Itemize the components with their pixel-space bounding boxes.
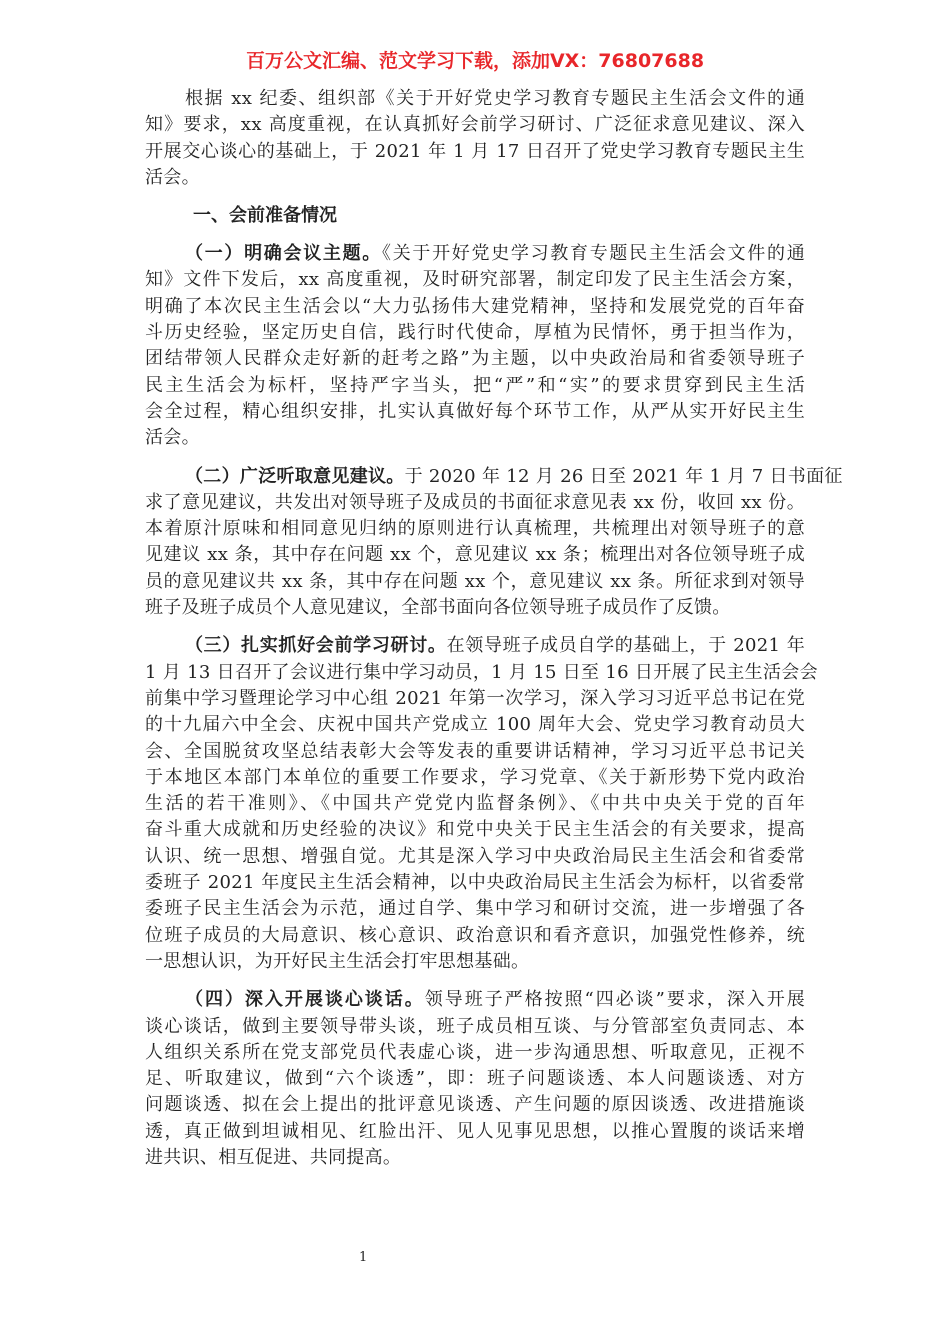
text-line <box>145 765 805 791</box>
text-line <box>145 844 805 870</box>
text-line <box>145 896 805 922</box>
text-line <box>145 1092 805 1118</box>
text-line <box>145 373 805 399</box>
line-text: 的十九届六中全会、庆祝中国共产党成立 100 周年大会、党史学习教育动员大 <box>145 714 805 736</box>
text-line <box>145 516 805 542</box>
line-text: 谈心谈话，做到主要领导带头谈，班子成员相互谈、与分管部室负责同志、本 <box>145 1015 805 1037</box>
text-line <box>145 712 805 738</box>
text-line <box>145 165 805 191</box>
text-line <box>145 686 805 712</box>
text-line <box>145 346 805 372</box>
line-text: 1 月 13 日召开了会议进行集中学习动员，1 月 15 日至 16 日开展了民主生活会会 <box>145 661 818 683</box>
line-text: 生活的若干准则》、《中国共产党党内监督条例》、《中共中央关于党的百年 <box>145 793 805 815</box>
line-text: 见建议 xx 条，其中存在问题 xx 个，意见建议 xx 条；梳理出对各位领导班子成 <box>145 544 805 566</box>
line-text: 一思想认识，为开好民主生活会打牢思想基础。 <box>145 950 530 972</box>
line-text: 足、听取建议，做到“六个谈透”，即：班子问题谈透、本人问题谈透、对方 <box>145 1068 805 1090</box>
line-text: 于本地区本部门本单位的重要工作要求，学习党章、《关于新形势下党内政治 <box>145 766 805 788</box>
line-text: 民主生活会为标杆，坚持严字当头，把“严”和“实”的要求贯穿到民主生活 <box>145 374 805 396</box>
line-text: 进共识、相互促进、共同提高。 <box>145 1146 402 1168</box>
line-text: 于 2020 年 12 月 26 日至 2021 年 1 月 7 日书面征 <box>404 465 843 487</box>
line-text: 活会。 <box>145 166 200 188</box>
text-line <box>145 1014 805 1040</box>
text-line <box>145 1066 805 1092</box>
text-line <box>145 542 805 568</box>
line-text: 人组织关系所在党支部党员代表虚心谈，进一步沟通思想、听取意见，正视不 <box>145 1041 805 1063</box>
text-line <box>145 633 805 659</box>
text-line <box>145 267 805 293</box>
line-text: 位班子成员的大局意识、核心意识、政治意识和看齐意识，加强党性修养，统 <box>145 924 805 946</box>
text-line <box>145 923 805 949</box>
line-text: 委班子 2021 年度民主生活会精神，以中央政治局民主生活会为标杆，以省委常 <box>145 872 805 894</box>
sections <box>145 241 843 1171</box>
section-lead: （四）深入开展谈心谈话。 <box>185 989 425 1011</box>
line-text: 透，真正做到坦诚相见、红脸出汗、见人见事见思想，以推心置腹的谈话来增 <box>145 1120 805 1142</box>
section-heading: 一、会前准备情况 <box>193 205 337 227</box>
text-line <box>145 425 805 451</box>
text-line <box>145 241 805 267</box>
line-text: 认识、统一思想、增强自觉。尤其是深入学习中央政治局民主生活会和省委常 <box>145 845 805 867</box>
text-line <box>145 1145 805 1171</box>
line-text: 领导班子严格按照“四必谈”要求，深入开展 <box>424 989 805 1011</box>
line-text: 问题谈透、拟在会上提出的批评意见谈透、产生问题的原因谈透、改进措施谈 <box>145 1094 805 1116</box>
text-line <box>145 399 805 425</box>
line-text: 开展交心谈心的基础上，于 2021 年 1 月 17 日召开了党史学习教育专题民主生 <box>145 140 805 162</box>
page-number: 1 <box>359 1250 368 1265</box>
text-line <box>145 294 805 320</box>
text-line <box>145 490 805 516</box>
line-text: 根据 xx 纪委、组织部《关于开好党史学习教育专题民主生活会文件的通 <box>185 88 805 109</box>
line-text: 会、全国脱贫攻坚总结表彰大会等发表的重要讲话精神，学习习近平总书记关 <box>145 740 805 762</box>
section-paragraph <box>145 633 818 975</box>
section-lead: （三）扎实抓好会前学习研讨。 <box>185 635 447 657</box>
line-text: 奋斗重大成就和历史经验的决议》和党中央关于民主生活会的有关要求，提高 <box>145 819 805 841</box>
line-text: 会全过程，精心组织安排，扎实认真做好每个环节工作，从严从实开好民主生 <box>145 400 805 422</box>
text-line <box>145 949 805 975</box>
text-line <box>145 569 805 595</box>
text-line <box>145 320 805 346</box>
line-text: 员的意见建议共 xx 条，其中存在问题 xx 个，意见建议 xx 条。所征求到对领导 <box>145 570 805 592</box>
line-text: 求了意见建议，共发出对领导班子及成员的书面征求意见表 xx 份，收回 xx 份。 <box>145 491 805 513</box>
line-text: 明确了本次民主生活会以“大力弘扬伟大建党精神，坚持和发展党党的百年奋 <box>145 295 805 317</box>
text-line <box>145 870 805 896</box>
section-lead: （一）明确会议主题。 <box>185 243 382 265</box>
line-text: 知》要求，xx 高度重视，在认真抓好会前学习研讨、广泛征求意见建议、深入 <box>145 114 805 136</box>
line-text: 活会。 <box>145 427 200 449</box>
intro-paragraph <box>145 86 805 191</box>
section-paragraph <box>145 987 805 1171</box>
text-line <box>145 987 805 1013</box>
text-line <box>145 791 805 817</box>
text-line <box>145 139 805 165</box>
section-paragraph <box>145 241 805 451</box>
text-line <box>145 86 805 112</box>
document-body <box>145 86 843 1183</box>
text-line <box>145 1119 805 1145</box>
text-line <box>145 817 805 843</box>
line-text: 团结带领人民群众走好新的赶考之路”为主题，以中央政治局和省委领导班子 <box>145 348 805 370</box>
line-text: 在领导班子成员自学的基础上，于 2021 年 <box>446 635 805 657</box>
line-text: 委班子民主生活会为示范，通过自学、集中学习和研讨交流，进一步增强了各 <box>145 898 805 920</box>
text-line <box>145 464 843 490</box>
line-text: 知》文件下发后，xx 高度重视，及时研究部署，制定印发了民主生活会方案， <box>145 269 805 291</box>
line-text: 班子及班子成员个人意见建议，全部书面向各位领导班子成员作了反馈。 <box>145 597 731 619</box>
text-line <box>145 595 805 621</box>
line-text: 《关于开好党史学习教育专题民主生活会文件的通 <box>382 243 805 265</box>
watermark-banner: 百万公文汇编、范文学习下载，添加VX：76807688 <box>245 50 705 72</box>
text-line <box>145 112 805 138</box>
section-paragraph <box>145 464 843 622</box>
text-line <box>145 660 818 686</box>
text-line <box>145 739 805 765</box>
line-text: 前集中学习暨理论学习中心组 2021 年第一次学习，深入学习习近平总书记在党 <box>145 687 805 709</box>
line-text: 斗历史经验，坚定历史自信，践行时代使命，厚植为民情怀，勇于担当作为， <box>145 322 805 344</box>
line-text: 本着原汁原味和相同意见归纳的原则进行认真梳理，共梳理出对领导班子的意 <box>145 518 805 540</box>
section-lead: （二）广泛听取意见建议。 <box>185 465 405 487</box>
text-line <box>145 1040 805 1066</box>
